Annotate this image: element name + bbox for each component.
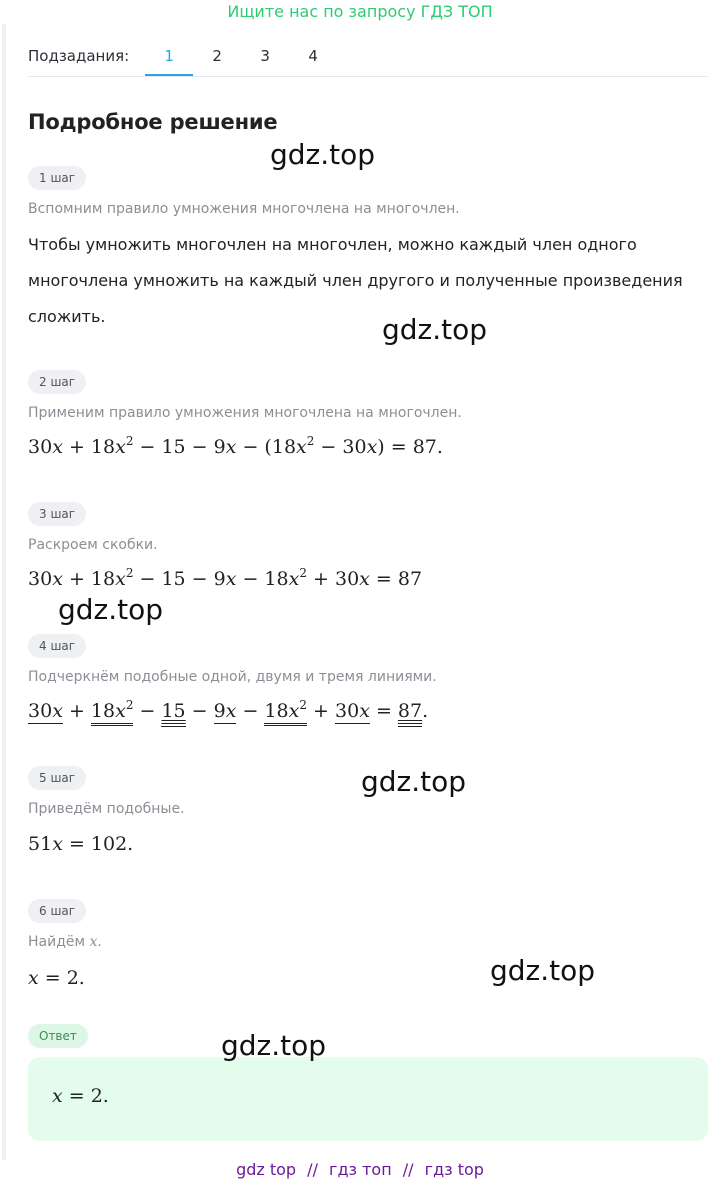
- footer-link-gdz-top-ru[interactable]: гдз топ: [329, 1160, 392, 1179]
- footer-separator: //: [307, 1160, 318, 1179]
- step-2-note: Применим правило умножения многочлена на многочлен.: [28, 405, 462, 421]
- step-3-badge: 3 шаг: [28, 502, 86, 526]
- tab-subtask-3[interactable]: 3: [260, 47, 270, 65]
- step-4-formula: $30x + 18x^2 - 15 - 9x - 18x^2 + 30x = 87$.: [28, 700, 428, 722]
- tab-subtask-4[interactable]: 4: [308, 47, 318, 65]
- step-4-note: Подчеркнём подобные одной, двумя и тремя линиями.: [28, 669, 437, 685]
- watermark: gdz.top: [221, 1029, 327, 1062]
- step-3-formula: $30x + 18x^2 - 15 - 9x - 18x^2 + 30x = 87$: [28, 566, 423, 590]
- step-5-badge: 5 шаг: [28, 766, 86, 790]
- watermark: gdz.top: [382, 313, 488, 346]
- watermark: gdz.top: [58, 593, 164, 626]
- footer-links: [0, 1160, 720, 1179]
- subtasks-label: Подзадания:: [28, 47, 130, 65]
- step-1-badge: 1 шаг: [28, 166, 86, 190]
- footer-link-gdz-top-mixed[interactable]: гдз top: [424, 1160, 484, 1179]
- answer-box: [28, 1057, 708, 1141]
- step-6-note: Найдём x.: [28, 934, 102, 950]
- watermark: gdz.top: [361, 765, 467, 798]
- step-3-note: Раскроем скобки.: [28, 537, 158, 553]
- watermark: gdz.top: [270, 138, 376, 171]
- tab-subtask-1[interactable]: 1: [145, 36, 193, 76]
- step-1-text: Чтобы умножить многочлен на многочлен, можно каждый член одного многочлена умножить на каждый член другого и полученные произведения сложить.: [28, 235, 683, 326]
- step-2-badge: 2 шаг: [28, 370, 86, 394]
- step-5-formula: 51x = 102.: [28, 833, 134, 855]
- step-2-formula: $30x + 18x^2 - 15 - 9x - (18x^2 - 30x) = 87$.: [28, 434, 443, 458]
- subtasks-bar: [28, 36, 708, 77]
- step-5-note: Приведём подобные.: [28, 801, 185, 817]
- answer-formula: x = 2.: [52, 1085, 109, 1107]
- footer-separator: //: [402, 1160, 414, 1179]
- watermark: gdz.top: [490, 954, 596, 987]
- answer-badge: Ответ: [28, 1024, 88, 1048]
- step-6-formula: x = 2.: [28, 967, 85, 989]
- top-banner[interactable]: Ищите нас по запросу ГДЗ ТОП: [227, 2, 493, 21]
- footer-link-gdz-top[interactable]: gdz top: [236, 1160, 297, 1179]
- section-title: Подробное решение: [28, 110, 278, 134]
- step-4-badge: 4 шаг: [28, 634, 86, 658]
- left-divider: [2, 24, 6, 1160]
- step-1-note: Вспомним правило умножения многочлена на многочлен.: [28, 201, 460, 217]
- step-6-badge: 6 шаг: [28, 899, 86, 923]
- tab-subtask-2[interactable]: 2: [212, 47, 222, 65]
